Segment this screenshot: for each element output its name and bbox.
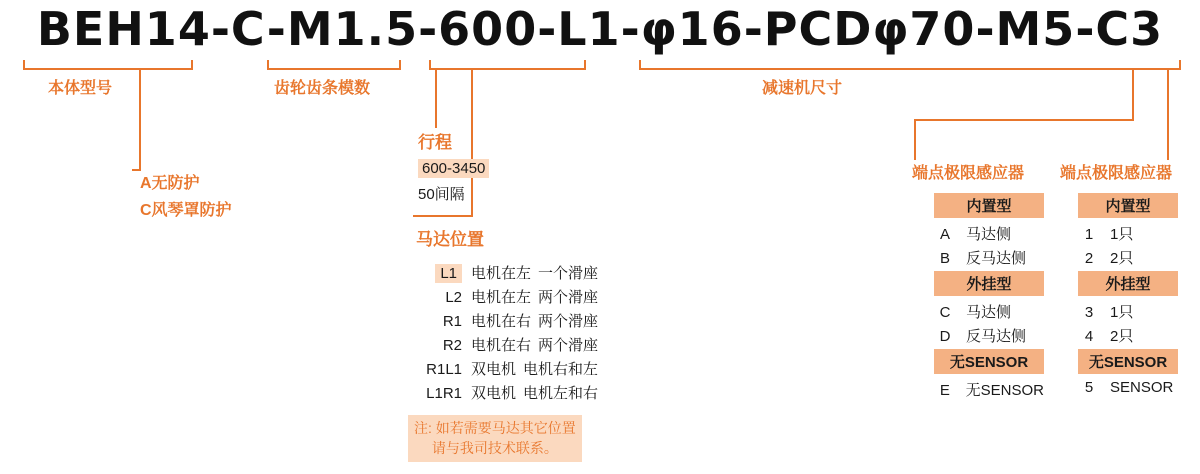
sensor-left-band: 内置型 [934,193,1044,218]
protection-option-c: C风琴罩防护 [140,202,232,219]
stroke-range-value: 600-3450 [418,159,489,178]
sensor-right-desc: 2只 [1110,250,1134,267]
sensor-left-code: A [939,226,950,243]
sensor-right-row [1078,247,1178,267]
motor-position-desc: 电机在右 两个滑座 [471,337,599,354]
sensor-left-desc: 反马达侧 [966,250,1027,267]
sensor-left-title: 端点极限感应器 [912,165,1025,182]
motor-position-note [408,415,582,462]
motor-position-desc: 电机在左 一个滑座 [471,265,599,282]
motor-position-desc: 双电机 电机左和右 [471,385,599,402]
motor-position-code: L1R1 [426,385,462,402]
motor-position-row [416,262,598,283]
sensor-right-title: 端点极限感应器 [1060,165,1173,182]
sensor-left-desc: 反马达侧 [966,328,1027,345]
sensor-left-code: E [939,382,950,399]
sensor-left-band: 无SENSOR [934,349,1044,374]
sensor-left-desc: 无SENSOR [965,382,1044,399]
motor-position-row [416,358,598,379]
callout-body-model: 本体型号 [48,80,113,97]
motor-position-code: L1 [416,264,471,283]
motor-position-row [416,310,598,331]
sensor-right-row [1078,379,1178,399]
sensor-right-band: 内置型 [1078,193,1178,218]
sensor-right-table [1078,193,1178,399]
motor-position-desc: 电机在左 两个滑座 [471,289,599,306]
motor-position-code: R1 [442,313,462,330]
callout-reducer-size: 减速机尺寸 [762,80,843,97]
protection-options [140,170,232,220]
sensor-right-band: 外挂型 [1078,271,1178,296]
sensor-left-table [934,193,1044,399]
motor-position-row [416,382,598,403]
sensor-right-desc: 1只 [1110,304,1134,321]
sensor-right-code: 4 [1084,328,1094,345]
motor-position-row [416,334,598,355]
sensor-left-code: C [939,304,951,321]
stroke-interval: 50间隔 [418,186,465,203]
stroke-title: 行程 [418,133,452,152]
sensor-right-code: 3 [1084,304,1094,321]
sensor-right-desc: SENSOR [1110,379,1174,396]
motor-note-line2: 请与我司技术联系。 [431,440,558,457]
sensor-right-desc: 2只 [1110,328,1134,345]
sensor-left-band: 外挂型 [934,271,1044,296]
sensor-right-block [1060,160,1200,403]
sensor-left-row [934,301,1044,321]
sensor-left-block [912,160,1042,403]
sensor-left-row [934,379,1044,399]
stroke-block [418,128,489,204]
motor-position-row [416,286,598,307]
part-number-title: BEH14-C-M1.5-600-L1-φ16-PCDφ70-M5-C3 [36,2,1164,56]
sensor-right-code: 2 [1084,250,1094,267]
sensor-right-code: 5 [1084,379,1094,396]
motor-position-block [416,225,598,406]
motor-position-code: L2 [445,289,462,306]
motor-position-desc: 双电机 电机右和左 [471,361,599,378]
sensor-left-row [934,325,1044,345]
sensor-right-desc: 1只 [1110,226,1134,243]
motor-position-code: R2 [442,337,462,354]
motor-note-line1: 注: 如若需要马达其它位置 [414,420,576,436]
sensor-left-code: B [939,250,950,267]
sensor-left-desc: 马达侧 [966,226,1012,243]
sensor-right-code: 1 [1084,226,1094,243]
protection-option-a: A无防护 [140,175,200,192]
callout-gear-rack-module: 齿轮齿条模数 [274,80,371,97]
sensor-right-band: 无SENSOR [1078,349,1178,374]
sensor-left-desc: 马达侧 [966,304,1012,321]
sensor-left-row [934,247,1044,267]
motor-position-table [416,262,598,403]
motor-position-desc: 电机在右 两个滑座 [471,313,599,330]
sensor-right-row [1078,325,1178,345]
sensor-left-code: D [939,328,951,345]
sensor-right-row [1078,223,1178,243]
sensor-right-row [1078,301,1178,321]
sensor-left-row [934,223,1044,243]
motor-position-title: 马达位置 [416,230,484,249]
motor-position-code: R1L1 [426,361,462,378]
